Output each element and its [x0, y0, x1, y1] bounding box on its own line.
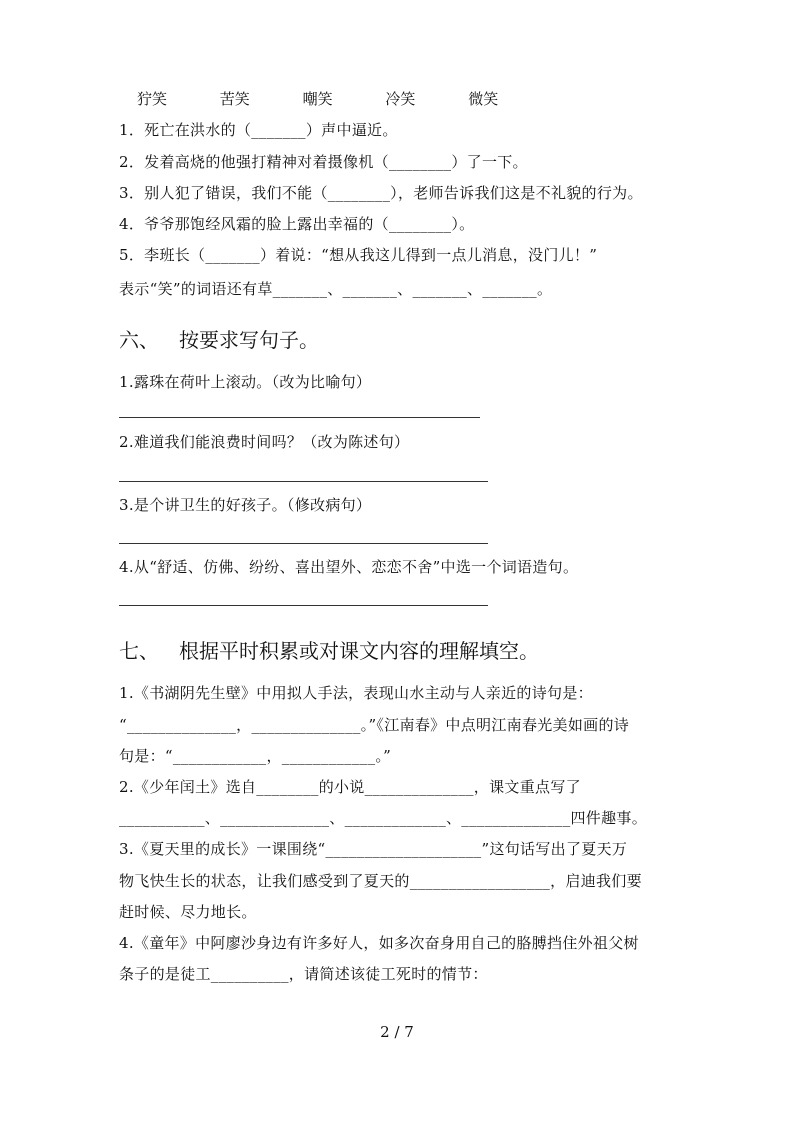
rewrite-question: 3.是个讲卫生的好孩子。（修改病句）: [119, 496, 372, 514]
rewrite-question: 4.从“舒适、仿佛、纷纷、喜出望外、恋恋不舍”中选一个词语造句。: [119, 558, 579, 576]
answer-line[interactable]: [119, 543, 488, 544]
word-bank-item: 嘲笑: [302, 90, 333, 108]
fill-blank-item: 4．爷爷那饱经风霜的脸上露出幸福的（________）。: [119, 215, 475, 233]
word-bank-item: 狞笑: [137, 90, 168, 108]
word-bank-item: 冷笑: [385, 90, 416, 108]
fill-blank-item: 2．发着高烧的他强打精神对着摄像机（________）了一下。: [119, 153, 528, 171]
rewrite-question: 1.露珠在荷叶上滚动。（改为比喻句）: [119, 373, 372, 391]
answer-line[interactable]: [119, 481, 488, 482]
recall-line: 4.《童年》中阿廖沙身边有许多好人，如多次奋身用自己的胳膊挡住外祖父树: [119, 934, 639, 952]
fill-blank-extra: 表示“笑”的词语还有草_______、_______、_______、_______。: [119, 280, 553, 298]
page-number: 2 / 7: [380, 1023, 414, 1041]
recall-line: 物飞快生长的状态，让我们感受到了夏天的__________________，启迪我们要: [119, 872, 642, 890]
fill-blank-item: 1．死亡在洪水的（_______）声中逼近。: [119, 121, 398, 139]
recall-line: 条子的是徒工__________，请简述该徒工死时的情节：: [119, 965, 488, 983]
word-bank: [137, 88, 546, 109]
word-bank-item: 苦笑: [219, 90, 250, 108]
recall-line: 3.《夏天里的成长》一课围绕“____________________”这句话写出了夏天万: [119, 840, 628, 858]
recall-line: “______________，______________。”《江南春》中点明江南春光美如画的诗: [119, 716, 630, 734]
section-number: 六、: [119, 328, 159, 352]
answer-line[interactable]: [119, 605, 488, 606]
recall-line: 1.《书湖阴先生壁》中用拟人手法，表现山水主动与人亲近的诗句是：: [119, 684, 593, 702]
section-title: 按要求写句子。: [179, 328, 319, 352]
fill-blank-item: 3．别人犯了错误，我们不能（________），老师告诉我们这是不礼貌的行为。: [119, 184, 643, 202]
recall-line: 2.《少年闰土》选自________的小说______________，课文重点写了: [119, 778, 581, 796]
rewrite-question: 2.难道我们能浪费时间吗？（改为陈述句）: [119, 433, 410, 451]
answer-line[interactable]: [119, 417, 480, 418]
recall-line: ___________、______________、_____________、______________四件趣事。: [119, 809, 648, 827]
section-heading-7: [119, 637, 539, 665]
recall-line: 赶时候、尽力地长。: [119, 903, 257, 921]
section-heading-6: [119, 326, 319, 354]
fill-blank-item: 5．李班长（_______）着说：“想从我这儿得到一点儿消息，没门儿！”: [119, 246, 598, 264]
section-number: 七、: [119, 639, 159, 663]
word-bank-item: 微笑: [468, 90, 499, 108]
recall-line: 句是：“____________，____________。”: [119, 747, 392, 765]
section-title: 根据平时积累或对课文内容的理解填空。: [179, 639, 539, 663]
